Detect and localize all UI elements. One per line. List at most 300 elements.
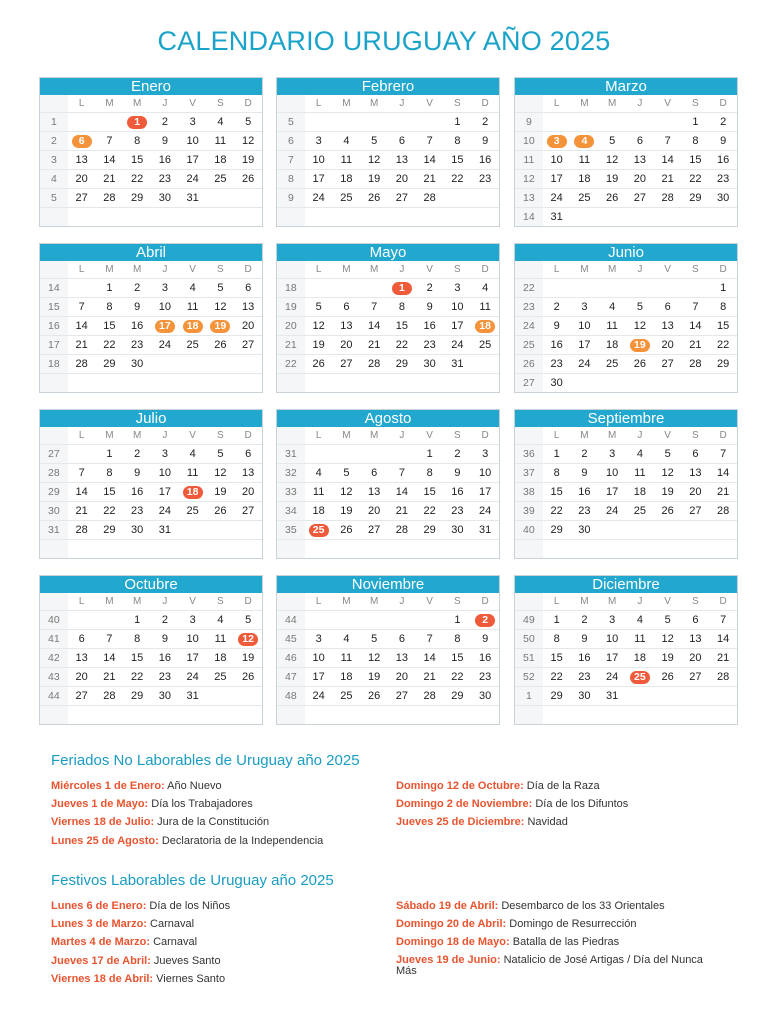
day-cell[interactable]: 27: [360, 521, 388, 540]
day-cell[interactable]: 31: [550, 211, 563, 223]
day-cell[interactable]: 13: [68, 151, 96, 170]
day-cell[interactable]: 14: [416, 649, 444, 668]
day-cell[interactable]: 23: [151, 170, 179, 189]
day-cell[interactable]: 7: [96, 630, 124, 649]
day-cell[interactable]: 15: [543, 483, 571, 502]
day-cell[interactable]: 16: [151, 649, 179, 668]
day-cell[interactable]: 24: [179, 668, 207, 687]
day-cell[interactable]: 30: [151, 189, 179, 208]
day-cell[interactable]: 4: [207, 611, 235, 630]
day-cell[interactable]: 13: [333, 317, 361, 336]
day-cell[interactable]: 24: [305, 687, 333, 706]
day-cell[interactable]: [151, 317, 179, 336]
day-cell[interactable]: 6: [682, 611, 710, 630]
day-cell[interactable]: [179, 483, 207, 502]
day-cell[interactable]: 12: [234, 132, 262, 151]
day-cell[interactable]: 22: [96, 336, 124, 355]
day-cell[interactable]: 11: [179, 298, 207, 317]
day-cell[interactable]: 8: [444, 630, 472, 649]
day-cell[interactable]: [543, 132, 571, 151]
day-cell[interactable]: 11: [207, 132, 235, 151]
day-cell[interactable]: 22: [682, 170, 710, 189]
day-cell[interactable]: 26: [207, 502, 235, 521]
day-cell[interactable]: 5: [360, 630, 388, 649]
holiday-day[interactable]: 17: [155, 320, 175, 333]
day-cell[interactable]: 28: [416, 687, 444, 706]
day-cell[interactable]: 8: [543, 630, 571, 649]
day-cell[interactable]: 8: [682, 132, 710, 151]
day-cell[interactable]: 15: [416, 483, 444, 502]
day-cell[interactable]: 9: [151, 630, 179, 649]
day-cell[interactable]: 30: [151, 687, 179, 706]
day-cell[interactable]: 1: [543, 611, 571, 630]
day-cell[interactable]: 16: [151, 151, 179, 170]
day-cell[interactable]: 10: [471, 464, 499, 483]
holiday-day[interactable]: 2: [475, 614, 495, 627]
day-cell[interactable]: 27: [682, 502, 710, 521]
day-cell[interactable]: 23: [123, 502, 151, 521]
day-cell[interactable]: 24: [179, 170, 207, 189]
day-cell[interactable]: 3: [305, 630, 333, 649]
day-cell[interactable]: 11: [571, 151, 599, 170]
day-cell[interactable]: 17: [151, 483, 179, 502]
day-cell[interactable]: 19: [360, 170, 388, 189]
day-cell[interactable]: 30: [571, 687, 599, 706]
day-cell[interactable]: 19: [234, 151, 262, 170]
day-cell[interactable]: 26: [654, 502, 682, 521]
day-cell[interactable]: 29: [123, 189, 151, 208]
day-cell[interactable]: 13: [360, 483, 388, 502]
day-cell[interactable]: [626, 668, 654, 687]
day-cell[interactable]: [234, 630, 262, 649]
day-cell[interactable]: 16: [123, 317, 151, 336]
day-cell[interactable]: 10: [543, 151, 571, 170]
day-cell[interactable]: 12: [207, 298, 235, 317]
day-cell[interactable]: 20: [234, 317, 262, 336]
day-cell[interactable]: 18: [626, 649, 654, 668]
day-cell[interactable]: 3: [151, 279, 179, 298]
day-cell[interactable]: 11: [207, 630, 235, 649]
holiday-day[interactable]: 1: [127, 116, 147, 129]
day-cell[interactable]: 25: [179, 336, 207, 355]
day-cell[interactable]: 14: [709, 630, 737, 649]
day-cell[interactable]: 30: [444, 521, 472, 540]
day-cell[interactable]: 23: [416, 336, 444, 355]
day-cell[interactable]: 15: [96, 317, 124, 336]
day-cell[interactable]: 20: [654, 336, 682, 355]
day-cell[interactable]: 10: [151, 464, 179, 483]
day-cell[interactable]: 4: [333, 630, 361, 649]
day-cell[interactable]: 21: [68, 502, 96, 521]
day-cell[interactable]: 16: [416, 317, 444, 336]
day-cell[interactable]: 15: [96, 483, 124, 502]
day-cell[interactable]: 14: [68, 483, 96, 502]
day-cell[interactable]: 28: [682, 355, 710, 374]
day-cell[interactable]: 1: [543, 445, 571, 464]
day-cell[interactable]: 1: [416, 445, 444, 464]
day-cell[interactable]: 20: [682, 483, 710, 502]
day-cell[interactable]: 20: [682, 649, 710, 668]
day-cell[interactable]: 2: [444, 445, 472, 464]
day-cell[interactable]: [179, 317, 207, 336]
day-cell[interactable]: 26: [234, 170, 262, 189]
day-cell[interactable]: [626, 336, 654, 355]
day-cell[interactable]: 2: [571, 445, 599, 464]
day-cell[interactable]: 22: [96, 502, 124, 521]
day-cell[interactable]: 23: [444, 502, 472, 521]
day-cell[interactable]: 29: [416, 521, 444, 540]
day-cell[interactable]: 2: [416, 279, 444, 298]
day-cell[interactable]: 27: [388, 687, 416, 706]
day-cell[interactable]: 12: [305, 317, 333, 336]
day-cell[interactable]: 31: [179, 189, 207, 208]
day-cell[interactable]: 20: [68, 668, 96, 687]
day-cell[interactable]: 9: [123, 464, 151, 483]
day-cell[interactable]: 16: [471, 151, 499, 170]
day-cell[interactable]: 26: [333, 521, 361, 540]
day-cell[interactable]: 13: [388, 151, 416, 170]
day-cell[interactable]: 28: [68, 521, 96, 540]
day-cell[interactable]: 3: [179, 113, 207, 132]
day-cell[interactable]: 6: [388, 630, 416, 649]
day-cell[interactable]: 26: [305, 355, 333, 374]
day-cell[interactable]: 22: [709, 336, 737, 355]
day-cell[interactable]: 6: [626, 132, 654, 151]
day-cell[interactable]: 11: [333, 649, 361, 668]
day-cell[interactable]: 10: [444, 298, 472, 317]
day-cell[interactable]: 5: [234, 611, 262, 630]
day-cell[interactable]: 22: [123, 668, 151, 687]
day-cell[interactable]: 30: [123, 355, 151, 374]
day-cell[interactable]: 9: [416, 298, 444, 317]
day-cell[interactable]: 27: [234, 502, 262, 521]
day-cell[interactable]: 29: [444, 687, 472, 706]
day-cell[interactable]: 31: [598, 687, 626, 706]
day-cell[interactable]: 2: [471, 113, 499, 132]
day-cell[interactable]: 11: [626, 630, 654, 649]
day-cell[interactable]: 21: [682, 336, 710, 355]
day-cell[interactable]: 26: [234, 668, 262, 687]
day-cell[interactable]: 7: [360, 298, 388, 317]
day-cell[interactable]: 5: [626, 298, 654, 317]
holiday-day[interactable]: 12: [238, 633, 258, 646]
day-cell[interactable]: [471, 611, 499, 630]
day-cell[interactable]: 21: [360, 336, 388, 355]
day-cell[interactable]: 7: [709, 445, 737, 464]
day-cell[interactable]: 1: [682, 113, 710, 132]
day-cell[interactable]: 5: [598, 132, 626, 151]
day-cell[interactable]: 31: [151, 521, 179, 540]
day-cell[interactable]: 23: [571, 668, 599, 687]
holiday-day[interactable]: 3: [547, 135, 567, 148]
day-cell[interactable]: 3: [598, 445, 626, 464]
day-cell[interactable]: 28: [709, 668, 737, 687]
day-cell[interactable]: 24: [543, 189, 571, 208]
day-cell[interactable]: 13: [388, 649, 416, 668]
day-cell[interactable]: 27: [626, 189, 654, 208]
day-cell[interactable]: 29: [682, 189, 710, 208]
day-cell[interactable]: 17: [571, 336, 599, 355]
day-cell[interactable]: 1: [444, 113, 472, 132]
day-cell[interactable]: 30: [416, 355, 444, 374]
day-cell[interactable]: 31: [179, 687, 207, 706]
day-cell[interactable]: 2: [151, 113, 179, 132]
day-cell[interactable]: 21: [416, 668, 444, 687]
day-cell[interactable]: 18: [207, 649, 235, 668]
day-cell[interactable]: 5: [654, 611, 682, 630]
day-cell[interactable]: 14: [654, 151, 682, 170]
day-cell[interactable]: 30: [571, 521, 599, 540]
holiday-day[interactable]: 18: [475, 320, 495, 333]
day-cell[interactable]: 26: [360, 687, 388, 706]
day-cell[interactable]: 6: [234, 279, 262, 298]
day-cell[interactable]: [388, 279, 416, 298]
day-cell[interactable]: 23: [543, 355, 571, 374]
day-cell[interactable]: 3: [598, 611, 626, 630]
day-cell[interactable]: 17: [179, 151, 207, 170]
day-cell[interactable]: 15: [388, 317, 416, 336]
day-cell[interactable]: 21: [654, 170, 682, 189]
day-cell[interactable]: 25: [207, 668, 235, 687]
day-cell[interactable]: 12: [598, 151, 626, 170]
day-cell[interactable]: 24: [598, 502, 626, 521]
day-cell[interactable]: 5: [207, 445, 235, 464]
day-cell[interactable]: 31: [444, 355, 472, 374]
day-cell[interactable]: 18: [571, 170, 599, 189]
day-cell[interactable]: 5: [207, 279, 235, 298]
day-cell[interactable]: 6: [68, 630, 96, 649]
day-cell[interactable]: 17: [444, 317, 472, 336]
day-cell[interactable]: 29: [543, 687, 571, 706]
day-cell[interactable]: 12: [626, 317, 654, 336]
day-cell[interactable]: 1: [709, 279, 737, 298]
day-cell[interactable]: 14: [96, 151, 124, 170]
day-cell[interactable]: 12: [360, 649, 388, 668]
day-cell[interactable]: 25: [207, 170, 235, 189]
day-cell[interactable]: 23: [471, 170, 499, 189]
day-cell[interactable]: 30: [709, 189, 737, 208]
day-cell[interactable]: 1: [96, 445, 124, 464]
holiday-day[interactable]: 25: [309, 524, 329, 537]
day-cell[interactable]: 11: [305, 483, 333, 502]
day-cell[interactable]: 7: [68, 298, 96, 317]
day-cell[interactable]: 19: [305, 336, 333, 355]
day-cell[interactable]: 27: [654, 355, 682, 374]
day-cell[interactable]: 7: [654, 132, 682, 151]
day-cell[interactable]: [571, 132, 599, 151]
day-cell[interactable]: 5: [305, 298, 333, 317]
day-cell[interactable]: 8: [388, 298, 416, 317]
day-cell[interactable]: 7: [68, 464, 96, 483]
day-cell[interactable]: 13: [626, 151, 654, 170]
day-cell[interactable]: 10: [179, 630, 207, 649]
day-cell[interactable]: 14: [68, 317, 96, 336]
day-cell[interactable]: 6: [234, 445, 262, 464]
day-cell[interactable]: 29: [388, 355, 416, 374]
day-cell[interactable]: 22: [543, 502, 571, 521]
day-cell[interactable]: 13: [234, 464, 262, 483]
day-cell[interactable]: 18: [333, 170, 361, 189]
day-cell[interactable]: 14: [388, 483, 416, 502]
day-cell[interactable]: 11: [179, 464, 207, 483]
day-cell[interactable]: 18: [598, 336, 626, 355]
day-cell[interactable]: 28: [416, 189, 444, 208]
day-cell[interactable]: 1: [444, 611, 472, 630]
day-cell[interactable]: 29: [123, 687, 151, 706]
day-cell[interactable]: 11: [598, 317, 626, 336]
day-cell[interactable]: 28: [96, 687, 124, 706]
day-cell[interactable]: 16: [444, 483, 472, 502]
day-cell[interactable]: 7: [388, 464, 416, 483]
day-cell[interactable]: 22: [444, 170, 472, 189]
day-cell[interactable]: 26: [360, 189, 388, 208]
day-cell[interactable]: 17: [598, 483, 626, 502]
day-cell[interactable]: 19: [234, 649, 262, 668]
day-cell[interactable]: 5: [234, 113, 262, 132]
day-cell[interactable]: 11: [626, 464, 654, 483]
day-cell[interactable]: 20: [360, 502, 388, 521]
day-cell[interactable]: 4: [305, 464, 333, 483]
day-cell[interactable]: 3: [179, 611, 207, 630]
day-cell[interactable]: 12: [360, 151, 388, 170]
day-cell[interactable]: 30: [471, 687, 499, 706]
day-cell[interactable]: 12: [654, 464, 682, 483]
holiday-day[interactable]: 25: [630, 671, 650, 684]
day-cell[interactable]: 30: [550, 377, 563, 389]
day-cell[interactable]: 27: [234, 336, 262, 355]
day-cell[interactable]: 20: [234, 483, 262, 502]
day-cell[interactable]: 19: [598, 170, 626, 189]
day-cell[interactable]: 13: [682, 630, 710, 649]
day-cell[interactable]: 26: [598, 189, 626, 208]
day-cell[interactable]: 15: [709, 317, 737, 336]
day-cell[interactable]: 10: [305, 151, 333, 170]
day-cell[interactable]: 11: [471, 298, 499, 317]
day-cell[interactable]: 4: [333, 132, 361, 151]
day-cell[interactable]: 11: [333, 151, 361, 170]
day-cell[interactable]: 20: [68, 170, 96, 189]
day-cell[interactable]: 27: [388, 189, 416, 208]
day-cell[interactable]: 23: [151, 668, 179, 687]
day-cell[interactable]: [68, 132, 96, 151]
day-cell[interactable]: 16: [471, 649, 499, 668]
day-cell[interactable]: 7: [416, 132, 444, 151]
day-cell[interactable]: 15: [123, 649, 151, 668]
day-cell[interactable]: 3: [444, 279, 472, 298]
day-cell[interactable]: 7: [96, 132, 124, 151]
day-cell[interactable]: 6: [682, 445, 710, 464]
day-cell[interactable]: [305, 521, 333, 540]
day-cell[interactable]: 28: [96, 189, 124, 208]
day-cell[interactable]: 20: [388, 668, 416, 687]
day-cell[interactable]: 28: [68, 355, 96, 374]
day-cell[interactable]: 9: [444, 464, 472, 483]
day-cell[interactable]: 26: [654, 668, 682, 687]
holiday-day[interactable]: 19: [210, 320, 230, 333]
day-cell[interactable]: 27: [68, 687, 96, 706]
day-cell[interactable]: 24: [305, 189, 333, 208]
day-cell[interactable]: 9: [571, 630, 599, 649]
day-cell[interactable]: 2: [123, 445, 151, 464]
day-cell[interactable]: 9: [571, 464, 599, 483]
day-cell[interactable]: 18: [207, 151, 235, 170]
day-cell[interactable]: 7: [416, 630, 444, 649]
day-cell[interactable]: 24: [151, 336, 179, 355]
day-cell[interactable]: 25: [598, 355, 626, 374]
day-cell[interactable]: 22: [543, 668, 571, 687]
day-cell[interactable]: 6: [360, 464, 388, 483]
day-cell[interactable]: 16: [123, 483, 151, 502]
day-cell[interactable]: 17: [305, 170, 333, 189]
day-cell[interactable]: 6: [333, 298, 361, 317]
day-cell[interactable]: 8: [543, 464, 571, 483]
day-cell[interactable]: 8: [444, 132, 472, 151]
day-cell[interactable]: 10: [151, 298, 179, 317]
holiday-day[interactable]: 4: [574, 135, 594, 148]
day-cell[interactable]: 12: [333, 483, 361, 502]
day-cell[interactable]: 25: [471, 336, 499, 355]
day-cell[interactable]: 29: [96, 521, 124, 540]
day-cell[interactable]: 4: [179, 279, 207, 298]
day-cell[interactable]: 15: [682, 151, 710, 170]
day-cell[interactable]: 21: [709, 483, 737, 502]
day-cell[interactable]: 24: [151, 502, 179, 521]
day-cell[interactable]: 18: [333, 668, 361, 687]
holiday-day[interactable]: 18: [183, 320, 203, 333]
day-cell[interactable]: 17: [598, 649, 626, 668]
day-cell[interactable]: 3: [305, 132, 333, 151]
day-cell[interactable]: 25: [333, 189, 361, 208]
day-cell[interactable]: 29: [709, 355, 737, 374]
holiday-day[interactable]: 1: [392, 282, 412, 295]
day-cell[interactable]: 27: [333, 355, 361, 374]
day-cell[interactable]: 19: [360, 668, 388, 687]
day-cell[interactable]: 8: [123, 132, 151, 151]
day-cell[interactable]: 2: [709, 113, 737, 132]
day-cell[interactable]: 20: [626, 170, 654, 189]
day-cell[interactable]: 21: [96, 668, 124, 687]
day-cell[interactable]: 18: [305, 502, 333, 521]
day-cell[interactable]: 17: [305, 668, 333, 687]
day-cell[interactable]: 4: [179, 445, 207, 464]
day-cell[interactable]: 13: [234, 298, 262, 317]
day-cell[interactable]: 10: [179, 132, 207, 151]
day-cell[interactable]: 9: [471, 630, 499, 649]
day-cell[interactable]: 9: [123, 298, 151, 317]
day-cell[interactable]: 24: [598, 668, 626, 687]
day-cell[interactable]: 9: [543, 317, 571, 336]
day-cell[interactable]: 18: [626, 483, 654, 502]
day-cell[interactable]: 16: [709, 151, 737, 170]
day-cell[interactable]: 3: [471, 445, 499, 464]
day-cell[interactable]: 25: [179, 502, 207, 521]
day-cell[interactable]: 10: [598, 630, 626, 649]
day-cell[interactable]: 15: [123, 151, 151, 170]
day-cell[interactable]: 21: [96, 170, 124, 189]
day-cell[interactable]: 22: [416, 502, 444, 521]
day-cell[interactable]: 8: [123, 630, 151, 649]
day-cell[interactable]: 29: [96, 355, 124, 374]
day-cell[interactable]: 14: [416, 151, 444, 170]
day-cell[interactable]: 25: [571, 189, 599, 208]
day-cell[interactable]: 14: [96, 649, 124, 668]
day-cell[interactable]: 29: [543, 521, 571, 540]
day-cell[interactable]: 17: [543, 170, 571, 189]
day-cell[interactable]: 10: [305, 649, 333, 668]
day-cell[interactable]: 2: [571, 611, 599, 630]
day-cell[interactable]: 23: [709, 170, 737, 189]
day-cell[interactable]: 5: [360, 132, 388, 151]
